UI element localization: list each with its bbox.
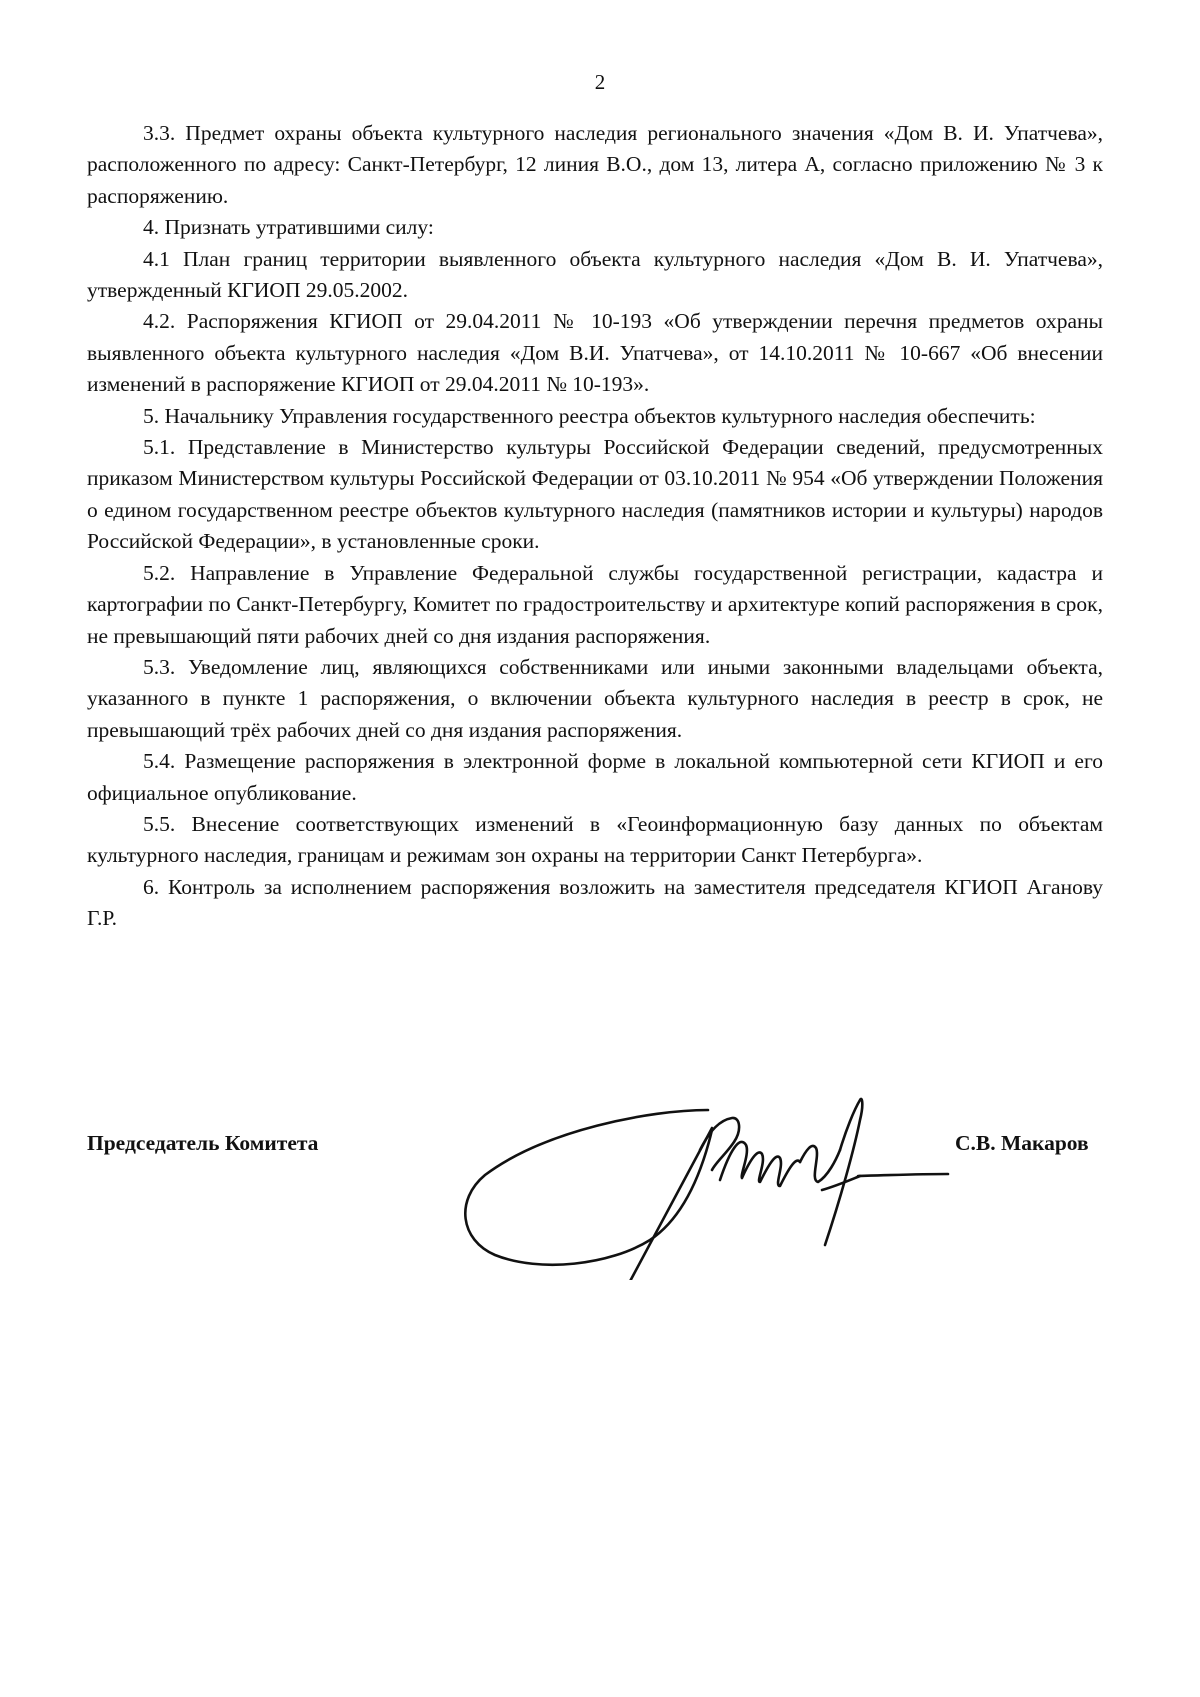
page-number: 2 bbox=[594, 70, 606, 94]
paragraph-3-3: 3.3. Предмет охраны объекта культурного наследия регионального значения «Дом В. И. Упатчева», расположенного по адресу: Санкт-Петербург, 12 линия В.О., дом 13, литера А, согласно приложению № 3 к распоряжению. bbox=[87, 121, 1103, 208]
handwritten-signature-icon bbox=[450, 1090, 950, 1280]
paragraph-5-2: 5.2. Направление в Управление Федеральной службы государственной регистрации, кадастра и картографии по Санкт-Петербургу, Комитет по градостроительству и архитектуре копий распоряжения в срок, не превышающий пяти рабочих дней со дня издания распоряжения. bbox=[87, 560, 1103, 648]
paragraph-6: 6. Контроль за исполнением распоряжения возложить на заместителя председателя КГИОП Аганову Г.Р. bbox=[87, 874, 1103, 931]
paragraph-4-2: 4.2. Распоряжения КГИОП от 29.04.2011 № 10-193 «Об утверждении перечня предметов охраны выявленного объекта культурного наследия «Дом В.И. Упатчева», от 14.10.2011 № 10-667 «Об внесении изменений в распоряжение КГИОП от 29.04.2011 № 10-193». bbox=[87, 309, 1103, 397]
paragraph-5-1: 5.1. Представление в Министерство культуры Российской Федерации сведений, предусмотренных приказом Министерством культуры Российской Федерации от 03.10.2011 № 954 «Об утверждении Положения о едином государственном реестре объектов культурного наследия (памятников истории и культуры) народов Российской Федерации», в установленные сроки. bbox=[87, 435, 1103, 554]
signatory-title: Председатель Комитета bbox=[87, 1131, 319, 1155]
paragraph-5-3: 5.3. Уведомление лиц, являющихся собственниками или иными законными владельцами объекта, указанного в пункте 1 распоряжения, о включении объекта культурного наследия в реестр в срок, не превышающий трёх рабочих дней со дня издания распоряжения. bbox=[87, 654, 1103, 742]
paragraph-4: 4. Признать утратившими силу: bbox=[143, 215, 434, 240]
signatory-name: С.В. Макаров bbox=[955, 1131, 1089, 1155]
paragraph-5-5: 5.5. Внесение соответствующих изменений в «Геоинформационную базу данных по объектам культурного наследия, границам и режимам зон охраны на территории Санкт Петербурга». bbox=[87, 811, 1103, 868]
document-body bbox=[87, 118, 1103, 935]
paragraph-5-4: 5.4. Размещение распоряжения в электронной форме в локальной компьютерной сети КГИОП и его официальное опубликование. bbox=[87, 749, 1103, 805]
paragraph-4-1: 4.1 План границ территории выявленного объекта культурного наследия «Дом В. И. Упатчева», утвержденный КГИОП 29.05.2002. bbox=[87, 246, 1103, 303]
paragraph-5: 5. Начальнику Управления государственного реестра объектов культурного наследия обеспечить: bbox=[143, 403, 1036, 428]
